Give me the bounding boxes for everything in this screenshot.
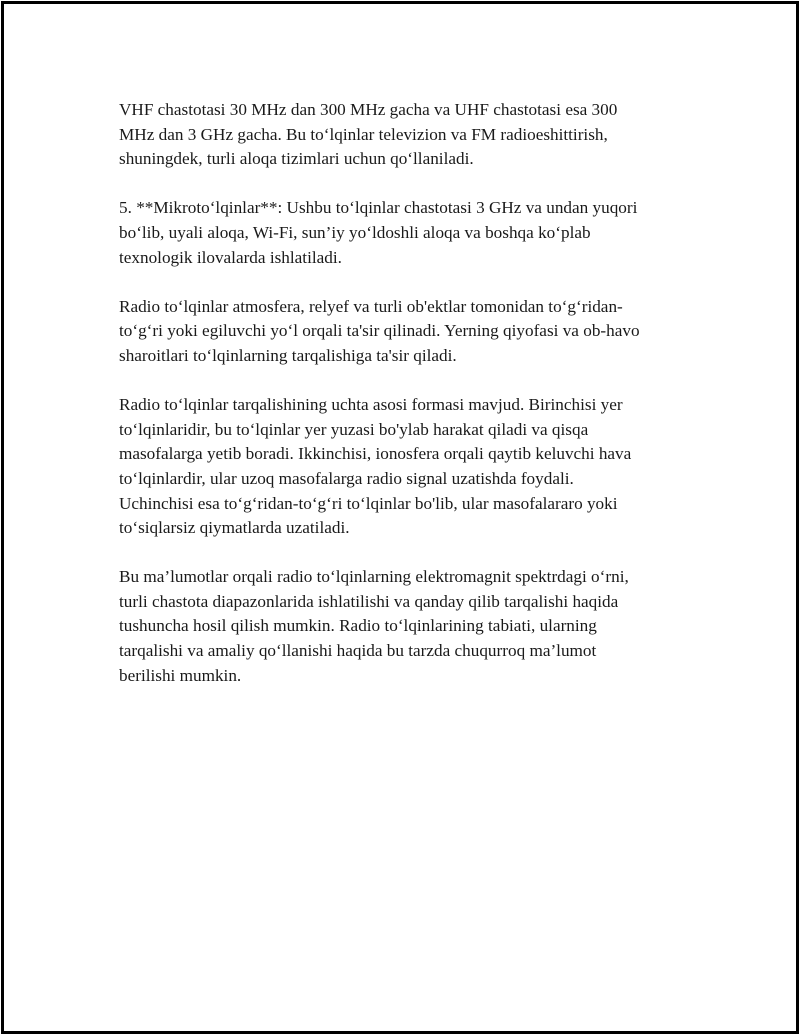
- paragraph-atmosphere: [119, 295, 689, 369]
- text-line: Radio to‘lqinlar atmosfera, relyef va turli ob'ektlar tomonidan to‘g‘ridan-: [119, 296, 623, 316]
- text-line: turli chastota diapazonlarida ishlatilishi va qanday qilib tarqalishi haqida: [119, 591, 619, 611]
- text-line: 5. **Mikroto‘lqinlar**: Ushbu to‘lqinlar chastotasi 3 GHz va undan yuqori: [119, 198, 638, 218]
- text-line: MHz dan 3 GHz gacha. Bu to‘lqinlar televizion va FM radioeshittirish,: [119, 124, 608, 144]
- page-frame: [1, 1, 799, 1034]
- text-line: sharoitlari to‘lqinlarning tarqalishiga ta'sir qiladi.: [119, 345, 457, 365]
- text-line: tushuncha hosil qilish mumkin. Radio to‘lqinlarining tabiati, ularning: [119, 616, 597, 636]
- document-body: [119, 98, 689, 713]
- text-line: Radio to‘lqinlar tarqalishining uchta asosi formasi mavjud. Birinchisi yer: [119, 395, 623, 415]
- paragraph-propagation-forms: [119, 393, 689, 541]
- text-line: tarqalishi va amaliy qo‘llanishi haqida bu tarzda chuqurroq ma’lumot: [119, 641, 597, 661]
- text-line: berilishi mumkin.: [119, 665, 242, 685]
- text-line: to‘lqinlaridir, bu to‘lqinlar yer yuzasi bo'ylab harakat qiladi va qisqa: [119, 419, 589, 439]
- text-line: VHF chastotasi 30 MHz dan 300 MHz gacha va UHF chastotasi esa 300: [119, 100, 618, 119]
- paragraph-vhf-uhf: [119, 98, 689, 172]
- paragraph-microwaves: [119, 196, 689, 270]
- text-line: Uchinchisi esa to‘g‘ridan-to‘g‘ri to‘lqinlar bo'lib, ular masofalararo yoki: [119, 493, 618, 513]
- text-line: to‘g‘ri yoki egiluvchi yo‘l orqali ta'sir qilinadi. Yerning qiyofasi va ob-havo: [119, 321, 640, 341]
- text-line: texnologik ilovalarda ishlatiladi.: [119, 247, 342, 267]
- text-line: bo‘lib, uyali aloqa, Wi-Fi, sun’iy yo‘ldoshli aloqa va boshqa ko‘plab: [119, 222, 591, 242]
- paragraph-conclusion: [119, 565, 689, 688]
- text-line: to‘siqlarsiz qiymatlarda uzatiladi.: [119, 518, 350, 538]
- text-line: Bu ma’lumotlar orqali radio to‘lqinlarning elektromagnit spektrdagi o‘rni,: [119, 567, 629, 587]
- text-line: masofalarga yetib boradi. Ikkinchisi, ionosfera orqali qaytib keluvchi hava: [119, 444, 632, 464]
- text-line: to‘lqinlardir, ular uzoq masofalarga radio signal uzatishda foydali.: [119, 468, 574, 488]
- text-line: shuningdek, turli aloqa tizimlari uchun qo‘llaniladi.: [119, 149, 474, 169]
